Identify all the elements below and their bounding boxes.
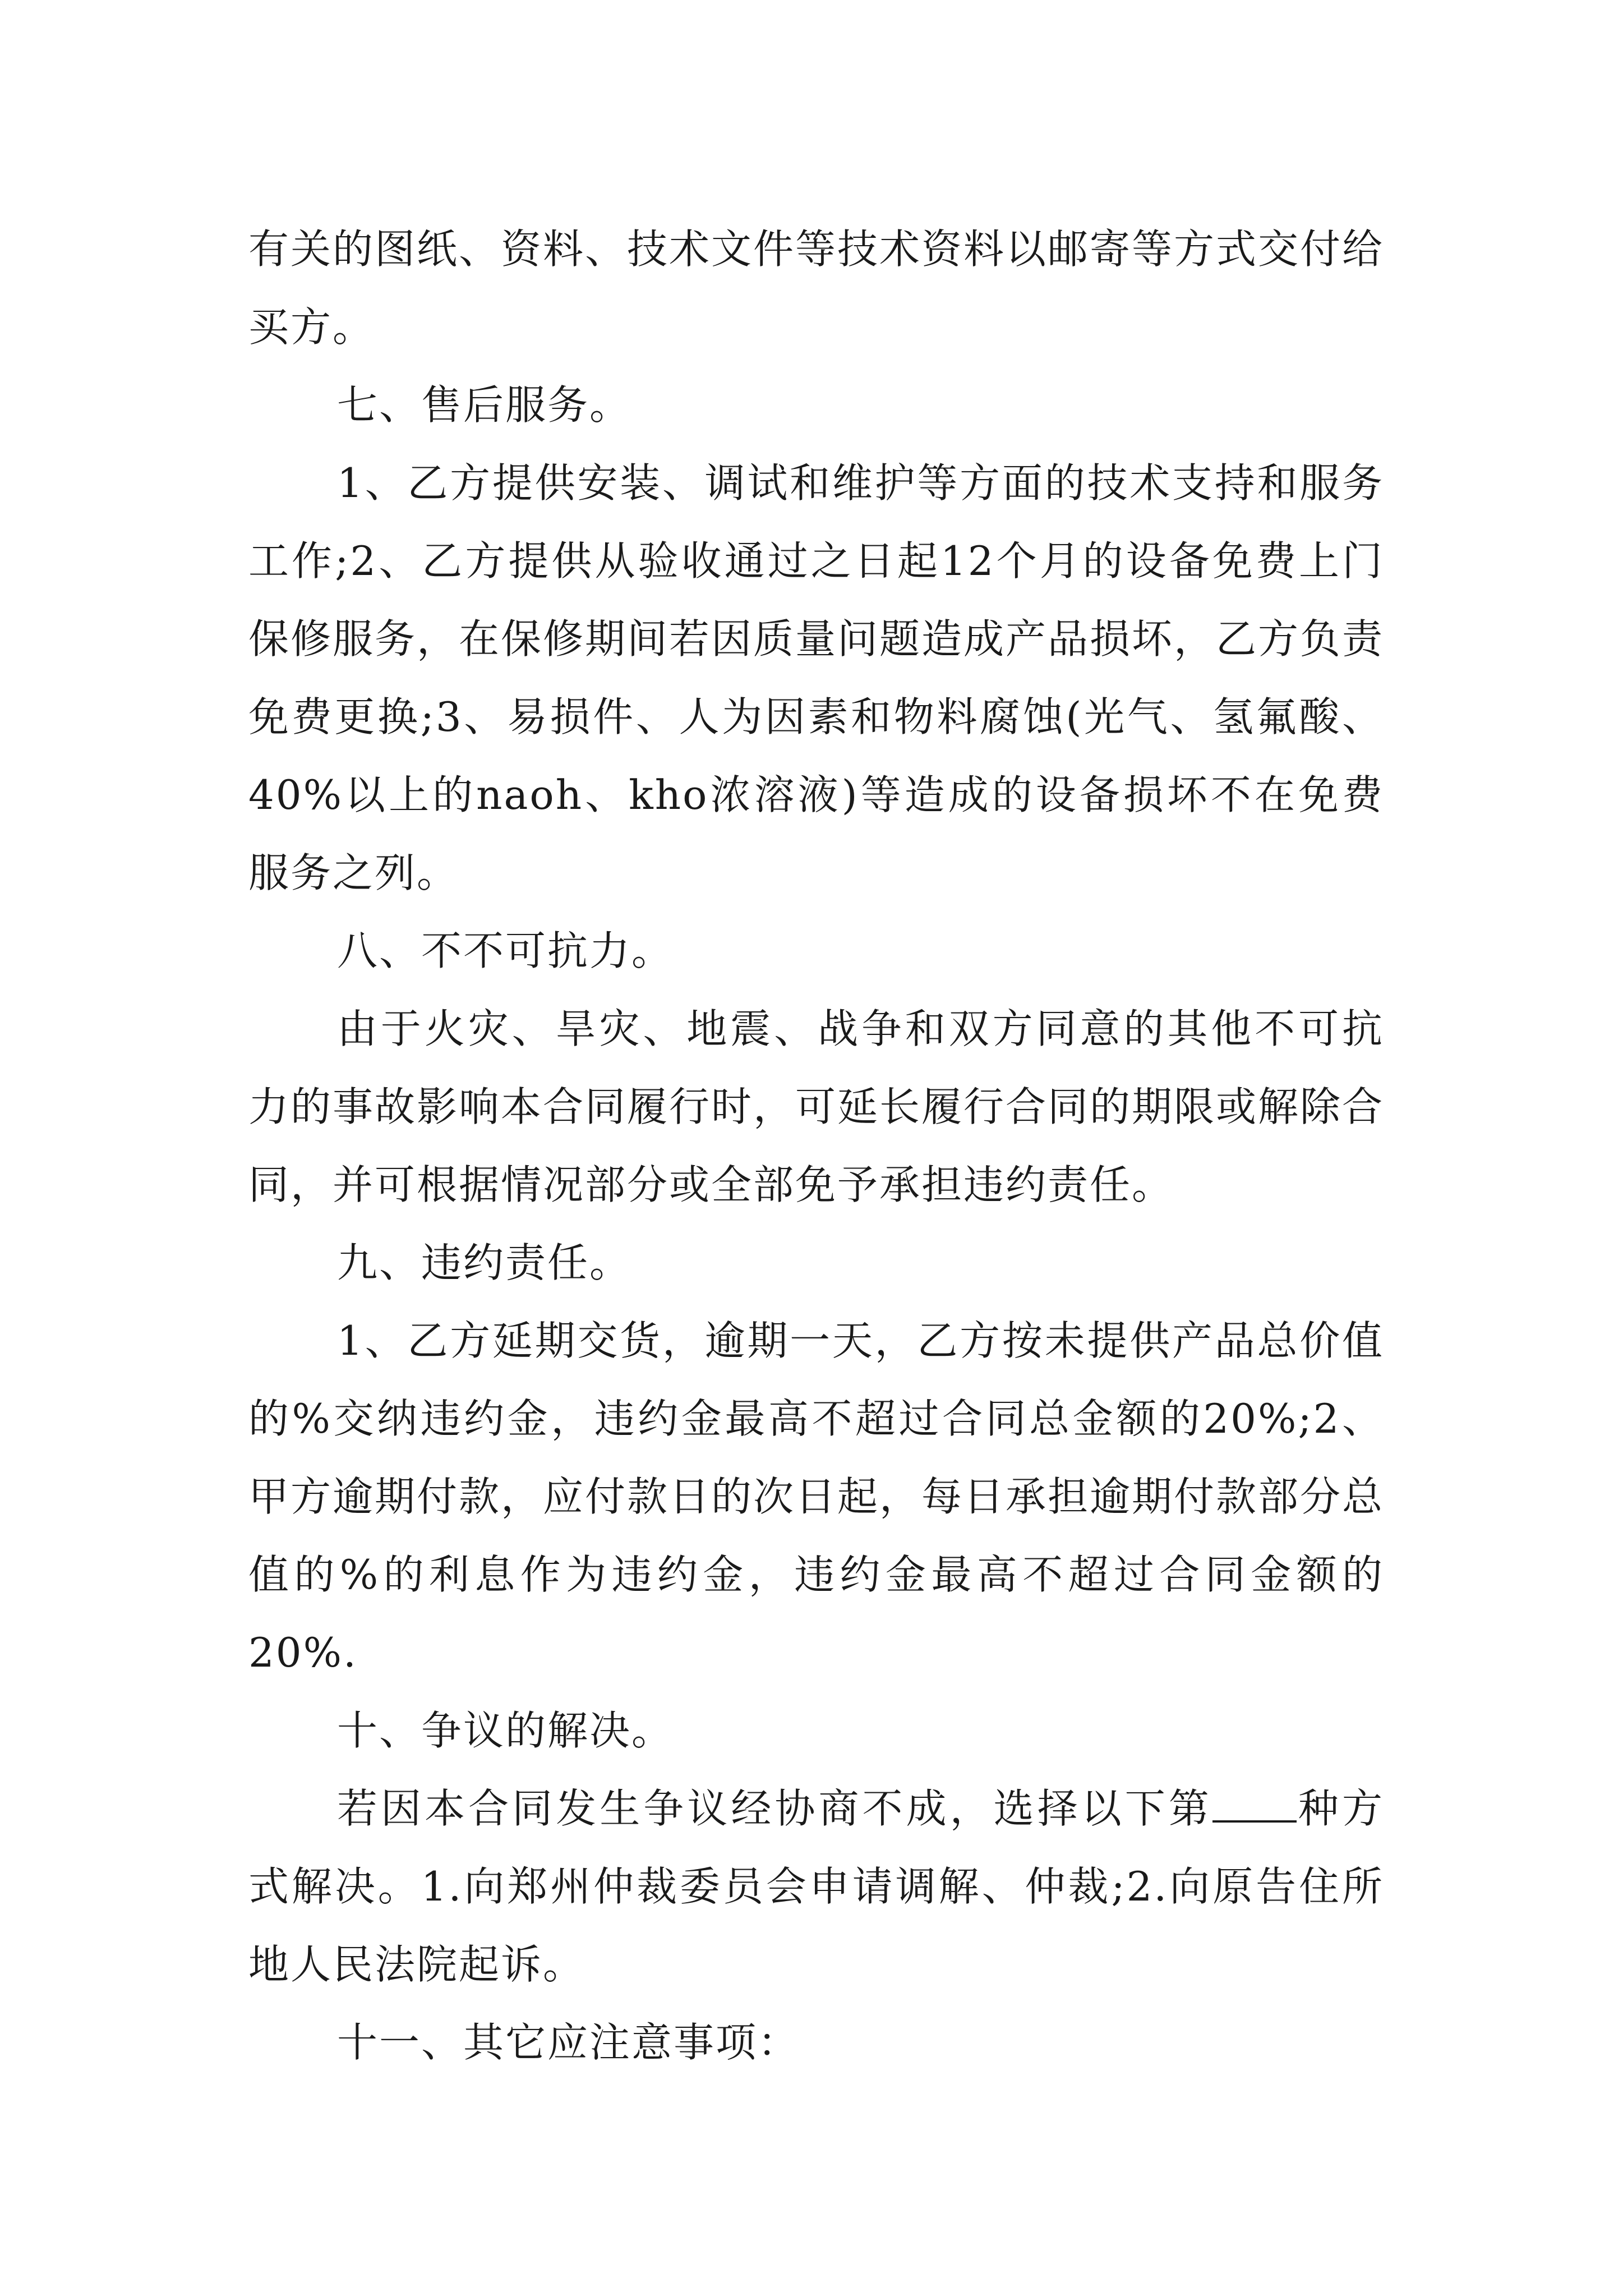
heading-other-matters: 十一、其它应注意事项：: [337, 2019, 800, 2066]
heading-force-majeure: 八、不不可抗力。: [337, 927, 674, 974]
paragraph-dispute: [248, 1770, 1384, 2004]
heading-after-sales: 七、售后服务。: [337, 381, 632, 429]
paragraph-breach: 1、乙方延期交货，逾期一天，乙方按未提供产品总价值的%交纳违约金，违约金最高不超过合同总金额的20%;2、甲方逾期付款，应付款日的次日起，每日承担逾期付款部分总值的%的利息作为违约金，违约金最高不超过合同金额的20%.: [248, 1317, 1385, 1676]
fill-in-blank: [1212, 1787, 1297, 1823]
paragraph-force-majeure: 由于火灾、旱灾、地震、战争和双方同意的其他不可抗力的事故影响本合同履行时，可延长履行合同的期限或解除合同，并可根据情况部分或全部免予承担违约责任。: [248, 1005, 1385, 1208]
heading-dispute: 十、争议的解决。: [337, 1707, 674, 1754]
paragraph-delivery-docs: 有关的图纸、资料、技术文件等技术资料以邮寄等方式交付给买方。: [248, 226, 1385, 351]
document-body: [248, 210, 1384, 2082]
dispute-text-after: 种方式解决。1.向郑州仲裁委员会申请调解、仲裁;2.向原告住所地人民法院起诉。: [248, 1785, 1384, 1988]
paragraph-after-sales: 1、乙方提供安装、调试和维护等方面的技术支持和服务工作;2、乙方提供从验收通过之日起12个月的设备免费上门保修服务，在保修期间若因质量问题造成产品损坏，乙方负责免费更换;3、易损件、人为因素和物料腐蚀(光气、氢氟酸、40%以上的naoh、kho浓溶液)等造成的设备损坏不在免费服务之列。: [248, 459, 1385, 896]
dispute-text-before: 若因本合同发生争议经协商不成，选择以下第: [337, 1785, 1212, 1832]
heading-breach: 九、违约责任。: [337, 1239, 632, 1286]
